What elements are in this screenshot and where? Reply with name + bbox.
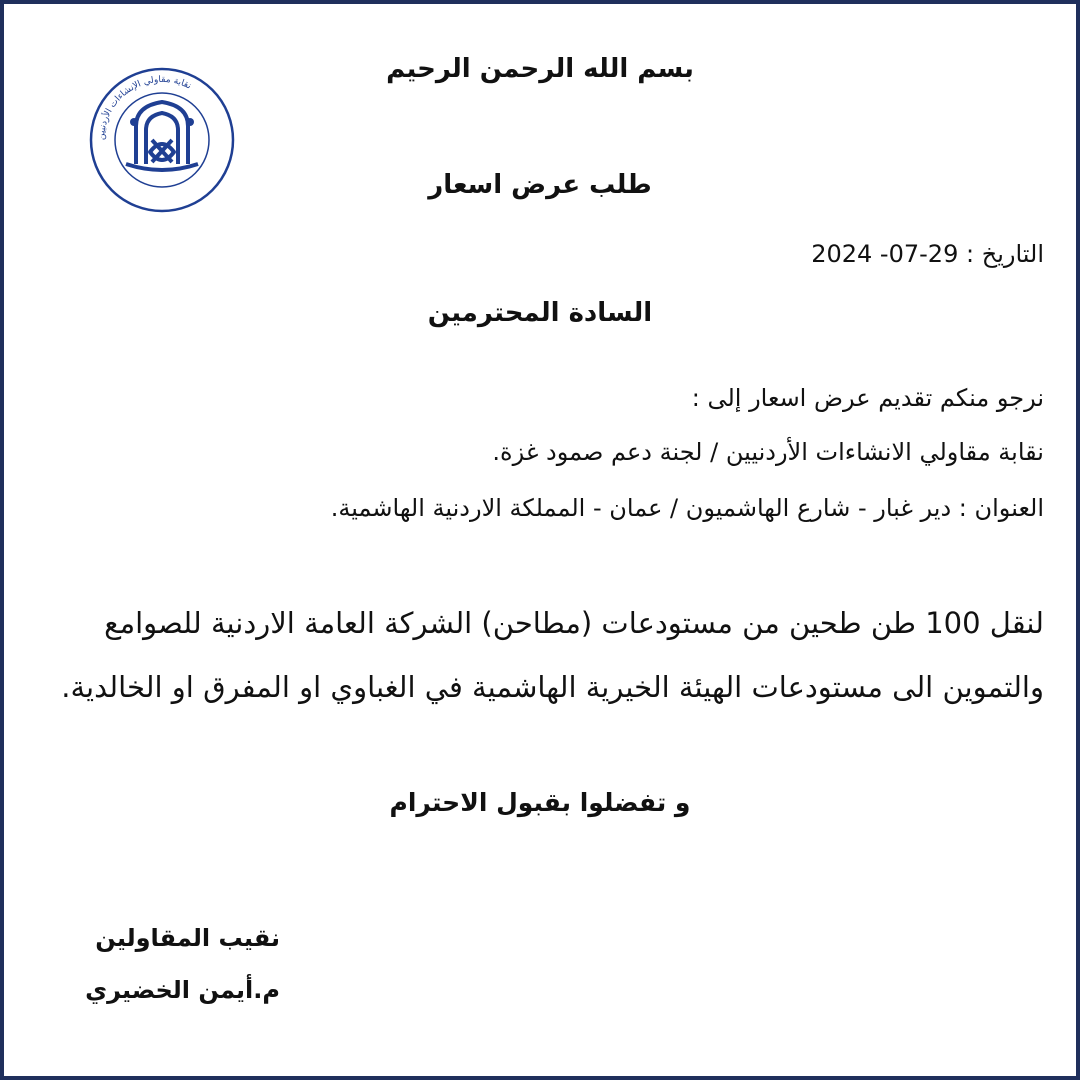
request-recipient: نقابة مقاولي الانشاءات الأردنيين / لجنة دعم صمود غزة. [492, 438, 1044, 466]
signature-name: م.أيمن الخضيري [85, 976, 280, 1004]
request-address: العنوان : دير غبار - شارع الهاشميون / عمان - المملكة الاردنية الهاشمية. [330, 494, 1044, 522]
basmala-heading: بسم الله الرحمن الرحيم [386, 54, 694, 84]
signature-role: نقيب المقاولين [95, 924, 280, 952]
closing-line: و تفضلوا بقبول الاحترام [389, 788, 691, 817]
logo-ring-text: نقابة مقاولي الإنشاءات الأردنيين [96, 74, 193, 141]
body-line-1: لنقل 100 طن طحين من مستودعات (مطاحن) الشركة العامة الاردنية للصوامع [104, 606, 1044, 640]
date-label: التاريخ : [965, 240, 1044, 268]
document-title: طلب عرض اسعار [428, 170, 652, 200]
body-line-2: والتموين الى مستودعات الهيئة الخيرية الهاشمية في الغباوي او المفرق او الخالدية. [61, 670, 1044, 704]
union-seal-icon [88, 66, 236, 214]
greeting: السادة المحترمين [427, 298, 653, 328]
date-line [811, 240, 1044, 268]
date-value: 29-07- 2024 [811, 240, 959, 268]
request-intro: نرجو منكم تقديم عرض اسعار إلى : [691, 384, 1044, 412]
